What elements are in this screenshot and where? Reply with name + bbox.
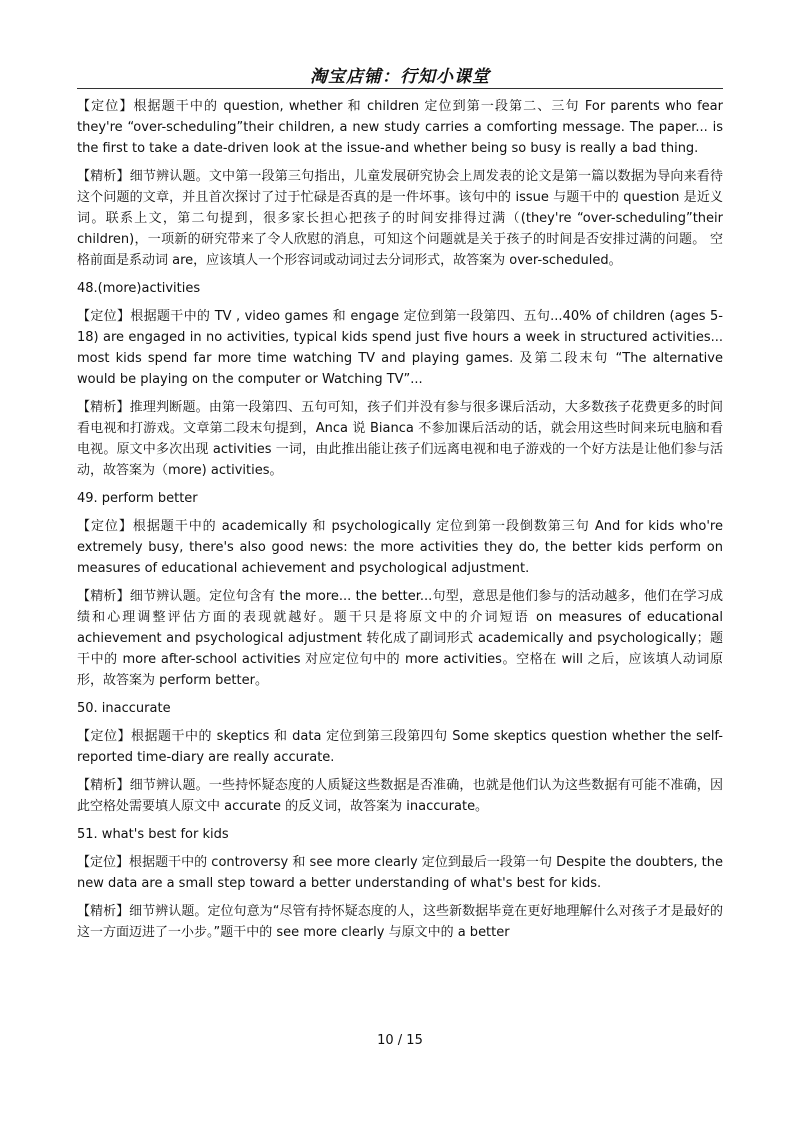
- page-body: [77, 96, 723, 950]
- paragraph-analysis-50: 【精析】细节辨认题。一些持怀疑态度的人质疑这些数据是否准确，也就是他们认为这些数据有可能不准确，因此空格处需要填人原文中 accurate 的反义词，故答案为 inaccurate。: [77, 778, 723, 814]
- paragraph-locate-51: 【定位】根据题干中的 controversy 和 see more clearly 定位到最后一段第一句 Despite the doubters, the new data are a small step toward a better understanding of what's best for kids.: [77, 855, 723, 891]
- paragraph-locate-50: 【定位】根据题干中的 skeptics 和 data 定位到第三段第四句 Some skeptics question whether the self- reported time-diary are really accurate.: [77, 729, 723, 765]
- paragraph-locate-47: 【定位】根据题干中的 question, whether 和 children 定位到第一段第二、三句 For parents who fear they're “over-scheduling”their children, a new study carries a comforting message. The paper... is the first to take a date-driven look at the issue-and whether being so busy is really a bad thing.: [77, 99, 723, 156]
- paragraph-locate-49: 【定位】根据题干中的 academically 和 psychologically 定位到第一段倒数第三句 And for kids who're extremely busy, there's also good news: the more activities they do, the better kids perform on measures of educational achievement and psychological adjustment.: [77, 519, 723, 576]
- paragraph-analysis-48: 【精析】推理判断题。由第一段第四、五句可知，孩子们并没有参与很多课后活动，大多数孩子花费更多的时间看电视和打游戏。文章第二段末句提到，Anca 说 Bianca 不参加课后活动的话，就会用这些时间来玩电脑和看电视。原文中多次出现 activities 一词，由此推出能让孩子们远离电视和电子游戏的一个好方法是让他们参与活动，故答案为（more) activities。: [77, 400, 723, 478]
- paragraph-analysis-49: 【精析】细节辨认题。定位句含有 the more... the better...句型，意思是他们参与的活动越多，他们在学习成绩和心理调整评估方面的表现就越好。题干只是将原文中的介词短语 on measures of educational achievement and psychological adjustment 转化成了副词形式 academically and psychologically；题干中的 more after-school activities 对应定位句中的 more activities。空格在 will 之后，应该填人动词原形，故答案为 perform better。: [77, 589, 723, 688]
- page-number: 10 / 15: [377, 1033, 423, 1048]
- answer-heading-50: 50. inaccurate: [77, 701, 171, 716]
- page-header-title: 淘宝店铺：行知小课堂: [310, 67, 490, 87]
- paragraph-locate-48: 【定位】根据题干中的 TV , video games 和 engage 定位到第一段第四、五句...40% of children (ages 5-18) are engaged in no activities, typical kids spend just five hours a week in structured activities... most kids spend far more time watching TV and playing games. 及第二段末句 “The alternative would be playing on the computer or Watching TV”...: [77, 309, 723, 387]
- paragraph-analysis-47: 【精析】细节辨认题。文中第一段第三句指出，儿童发展研究协会上周发表的论文是第一篇以数据为导向来看待这个问题的文章，并且首次探讨了过于忙碌是否真的是一件坏事。该句中的 issue 与题干中的 question 是近义词。联系上文，第二句提到，很多家长担心把孩子的时间安排得过满（(they're “over-scheduling”their children)，一项新的研究带来了令人欣慰的消息，可知这个问题就是关于孩子的时间是否安排过满的问题。 空格前面是系动词 are，应该填人一个形容词或动词过去分词形式，故答案为 over-scheduled。: [77, 169, 723, 268]
- header-divider: [77, 88, 723, 89]
- answer-heading-49: 49. perform better: [77, 491, 198, 506]
- answer-heading-48: 48.(more)activities: [77, 281, 201, 296]
- answer-heading-51: 51. what's best for kids: [77, 827, 229, 842]
- paragraph-analysis-51: 【精析】细节辨认题。定位句意为“尽管有持怀疑态度的人，这些新数据毕竟在更好地理解什么对孩子才是最好的这一方面迈进了一小步。”题干中的 see more clearly 与原文中的 a better: [77, 904, 723, 940]
